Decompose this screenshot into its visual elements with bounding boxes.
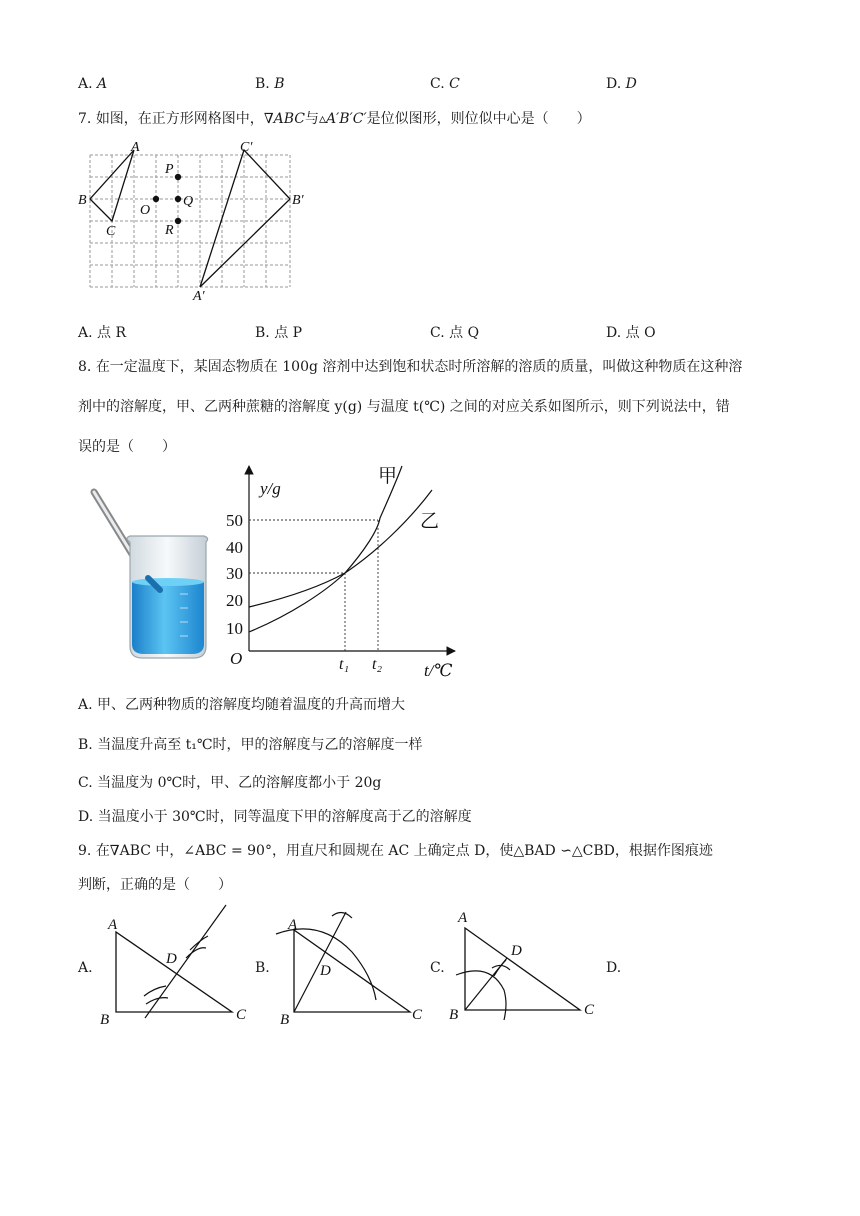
q7-stem: 7. 如图，在正方形网格图中，∇ABC与▵A′B′C′是位似图形，则位似中心是（ ） [78,111,591,127]
series-yi-curve [249,490,432,607]
point-r [175,218,181,224]
label-a: A [131,140,140,155]
xtick-t2: t₂ [372,656,383,673]
point-o [153,196,159,202]
q8-option-b[interactable]: B. 当温度升高至 t₁℃时，甲的溶解度与乙的溶解度一样 [78,737,423,753]
solubility-chart [224,458,464,682]
ytick-50: 50 [226,511,243,530]
q9-option-b[interactable]: B. [255,960,270,976]
q9-figure-a [96,900,256,1030]
fig-c-label-c: C [584,1002,595,1018]
label-c: C [106,224,116,239]
fig-b-label-c: C [412,1007,423,1023]
q7-option-c[interactable]: C. 点 Q [430,325,480,341]
series-yi-label: 乙 [420,511,440,532]
label-b2: B′ [292,193,304,208]
q8-stem-line2: 剂中的溶解度，甲、乙两种蔗糖的溶解度 y(g) 与温度 t(℃) 之间的对应关系如图所示，则下列说法中，错 [78,399,730,415]
grid-lines [90,155,290,287]
q8-stem-line1: 8. 在一定温度下，某固态物质在 100g 溶剂中达到饱和状态时所溶解的溶质的质量，叫做这种物质在这种溶 [78,359,743,375]
label-a2: A′ [193,289,205,304]
q7-option-b[interactable]: B. 点 P [255,325,303,341]
beaker-illustration [90,486,222,662]
point-p [175,174,181,180]
q7-option-d[interactable]: D. 点 O [606,325,656,341]
q9-stem-line2: 判断，正确的是（ ） [78,877,232,893]
q9-figure-c [446,900,606,1030]
q8-stem-line3: 误的是（ ） [78,439,176,455]
ytick-20: 20 [226,591,243,610]
xtick-t1: t₁ [339,656,350,673]
fig-c-label-a: A [458,910,468,926]
q6-option-b[interactable]: B. B [255,76,285,92]
series-jia-label: 甲 [378,466,398,487]
label-q: Q [183,194,194,209]
label-c2: C′ [240,140,253,155]
fig-a-label-a: A [108,917,118,933]
ytick-30: 30 [226,564,243,583]
point-q [175,196,181,202]
ytick-10: 10 [226,619,243,638]
fig-b-label-d: D [320,963,331,979]
q7-option-a[interactable]: A. 点 R [78,325,127,341]
q9-figure-b [274,900,434,1030]
fig-b-label-b: B [280,1012,290,1028]
q6-option-a[interactable]: A. A [78,76,108,92]
fig-a-label-d: D [166,951,177,967]
label-o: O [140,203,151,218]
q6-option-c[interactable]: C. C [430,76,460,92]
fig-c-label-b: B [449,1007,459,1023]
q8-option-a[interactable]: A. 甲、乙两种物质的溶解度均随着温度的升高而增大 [78,697,406,713]
q9-stem-line1: 9. 在∇ABC 中，∠ABC = 90°，用直尺和圆规在 AC 上确定点 D，使△BAD ∽△CBD，根据作图痕迹 [78,843,713,859]
label-p: P [165,162,174,177]
y-axis-label: y/g [260,479,281,498]
triangle-a2b2c2 [200,150,290,287]
label-r: R [165,223,174,238]
q8-option-c[interactable]: C. 当温度为 0℃时，甲、乙的溶解度都小于 20g [78,775,382,791]
q9-option-c[interactable]: C. [430,960,445,976]
q7-grid-figure [76,134,306,304]
x-axis-label: t/℃ [424,661,453,680]
q9-option-d[interactable]: D. [606,960,622,976]
q9-option-a[interactable]: A. [78,960,93,976]
fig-a-label-b: B [100,1012,110,1028]
fig-a-label-c: C [236,1007,247,1023]
label-b: B [78,193,87,208]
q8-option-d[interactable]: D. 当温度小于 30℃时，同等温度下甲的溶解度高于乙的溶解度 [78,809,472,825]
fig-b-label-a: A [288,917,298,933]
ytick-40: 40 [226,538,243,557]
origin-label: O [230,649,243,668]
guide-lines [249,520,378,651]
fig-c-label-d: D [511,943,522,959]
q6-option-d[interactable]: D. D [606,76,637,92]
